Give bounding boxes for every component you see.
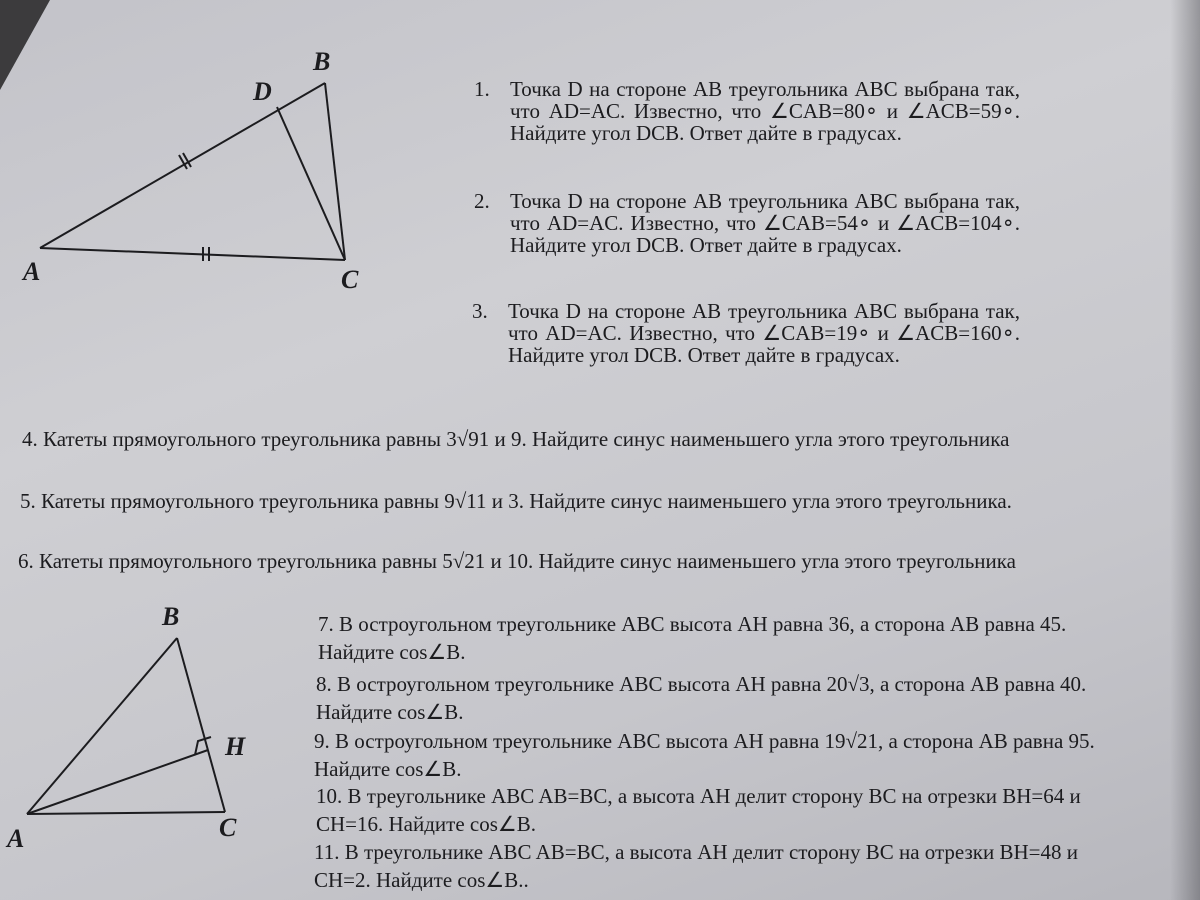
label-c: C [219,813,237,842]
problem-3 [472,299,1020,367]
label-b: B [162,602,180,631]
problem-1-number: 1. [474,77,490,101]
problem-10-text: 10. В треугольнике ABC AB=BC, а высота AH делит сторону BC на отрезки BH=64 и CH=16. Найдите cos∠B. [316,784,1081,836]
problem-2-number: 2. [474,189,490,213]
problem-2-text: Точка D на стороне AB треугольника ABC выбрана так, что AD=AC. Известно, что ∠CAB=54∘ и ∠ACB=104∘. Найдите угол DCB. Ответ дайте в градусах. [510,189,1020,257]
problem-10 [316,782,1096,838]
problem-8-text: 8. В остроугольном треугольнике ABC высота AH равна 20√3, а сторона AB равна 40. Найдите cos∠B. [316,672,1087,724]
problem-9-text: 9. В остроугольном треугольнике ABC высота AH равна 19√21, а сторона AB равна 95. Найдите cos∠B. [314,729,1095,781]
side-ac [27,812,225,814]
problem-7-text: 7. В остроугольном треугольнике ABC высота AH равна 36, а сторона AB равна 45. Найдите cos∠B. [318,612,1067,664]
label-a: A [23,257,41,286]
figure-triangle-altitude [5,600,280,850]
label-a: A [7,824,25,850]
problem-9 [314,727,1104,783]
label-h: H [225,732,246,761]
problem-7 [318,610,1118,666]
side-bc [325,83,345,260]
problem-2 [474,189,1020,257]
problem-3-number: 3. [472,299,488,323]
label-b: B [313,47,331,76]
problem-3-text: Точка D на стороне AB треугольника ABC выбрана так, что AD=AC. Известно, что ∠CAB=19∘ и ∠ACB=160∘. Найдите угол DCB. Ответ дайте в градусах. [508,299,1020,367]
problem-4 [22,425,1022,453]
figure-triangle-adc [15,45,385,305]
problem-1-text: Точка D на стороне AB треугольника ABC выбрана так, что AD=AC. Известно, что ∠CAB=80∘ и ∠ACB=59∘. Найдите угол DCB. Ответ дайте в градусах. [510,77,1020,145]
label-c: C [341,265,359,294]
paper-shadow-edge [1170,0,1200,900]
label-d: D [253,77,272,106]
side-bc [177,638,225,812]
problem-4-text: 4. Катеты прямоугольного треугольника равны 3√91 и 9. Найдите синус наименьшего угла этого треугольника [22,427,1010,451]
problem-8 [316,670,1106,726]
problem-5-text: 5. Катеты прямоугольного треугольника равны 9√11 и 3. Найдите синус наименьшего угла этого треугольника. [20,489,1012,513]
problem-6 [18,547,1028,575]
problem-6-text: 6. Катеты прямоугольного треугольника равны 5√21 и 10. Найдите синус наименьшего угла этого треугольника [18,549,1016,573]
segment-dc [277,107,345,260]
side-ac [40,248,345,260]
problem-1 [474,77,1020,145]
problem-5 [20,487,1020,515]
problem-11-text: 11. В треугольнике ABC AB=BC, а высота AH делит сторону BC на отрезки BH=48 и CH=2. Найдите cos∠B.. [314,840,1078,892]
side-ab [40,83,325,248]
problem-11 [314,838,1094,894]
